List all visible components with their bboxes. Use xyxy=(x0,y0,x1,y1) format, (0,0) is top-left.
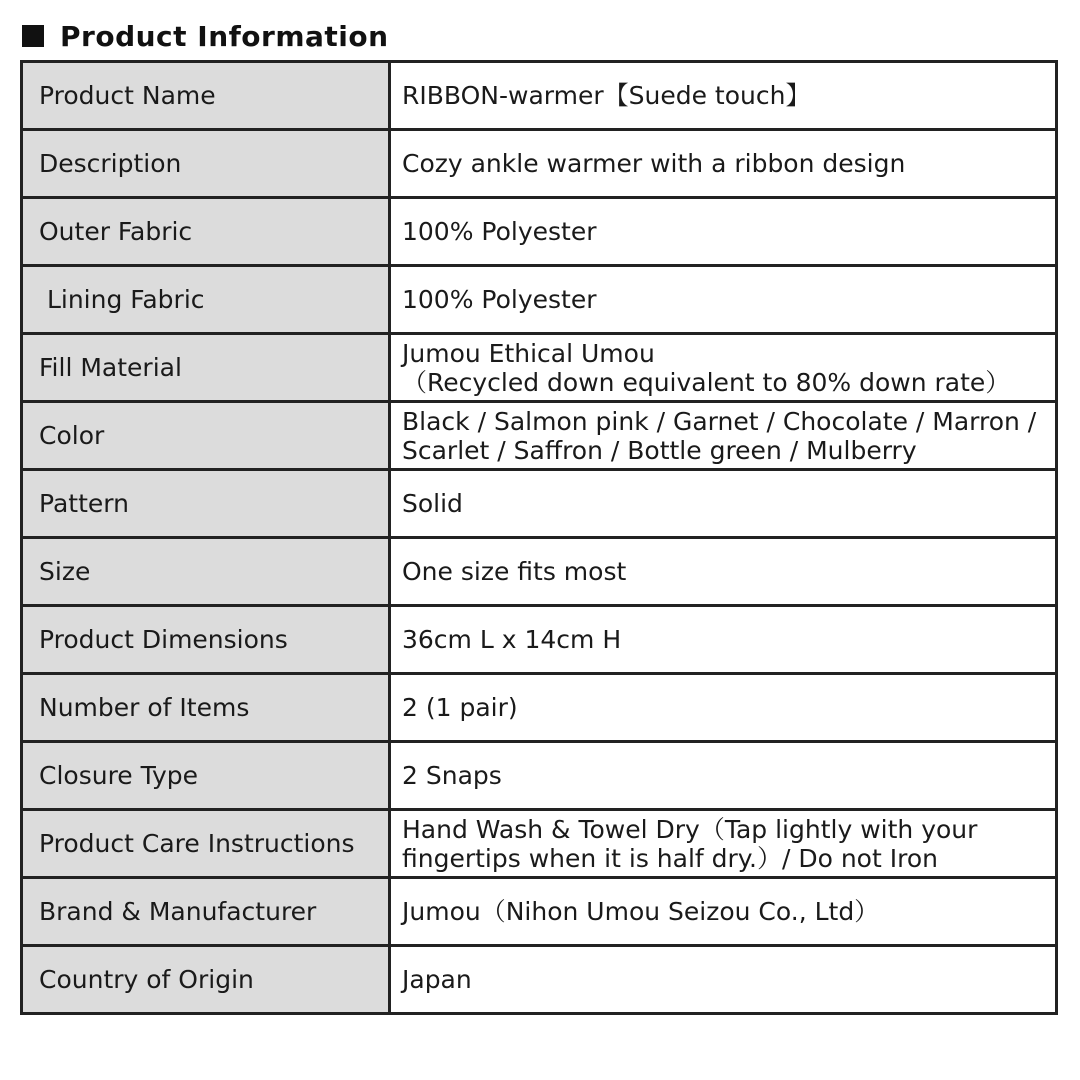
row-value-line: fingertips when it is half dry.）/ Do not Iron xyxy=(402,843,938,873)
row-label-text: Country of Origin xyxy=(39,965,254,994)
row-value xyxy=(390,674,1057,742)
row-label xyxy=(22,266,390,334)
row-value xyxy=(390,538,1057,606)
section-heading xyxy=(22,14,389,58)
row-label xyxy=(22,946,390,1014)
row-value xyxy=(390,810,1057,878)
row-label xyxy=(22,742,390,810)
table-row xyxy=(22,810,1057,878)
table-row xyxy=(22,266,1057,334)
row-value-line: One size fits most xyxy=(402,557,627,586)
row-value xyxy=(390,266,1057,334)
row-label-text: Description xyxy=(39,149,182,178)
row-value-line: 2 Snaps xyxy=(402,761,502,790)
row-value xyxy=(390,742,1057,810)
table-row xyxy=(22,538,1057,606)
row-value-line: Solid xyxy=(402,489,463,518)
row-label xyxy=(22,334,390,402)
black-square-icon xyxy=(22,25,44,47)
row-value xyxy=(390,606,1057,674)
row-label-text: Lining Fabric xyxy=(39,285,205,314)
table-row xyxy=(22,674,1057,742)
row-label-text: Brand & Manufacturer xyxy=(39,897,317,926)
row-label-text: Product Name xyxy=(39,81,216,110)
row-value-line: Hand Wash & Towel Dry（Tap lightly with your xyxy=(402,814,978,844)
table-row xyxy=(22,742,1057,810)
row-value-line: Scarlet / Saffron / Bottle green / Mulberry xyxy=(402,435,917,465)
table-row xyxy=(22,62,1057,130)
row-value-line: RIBBON-warmer【Suede touch】 xyxy=(402,81,811,110)
row-value xyxy=(390,198,1057,266)
row-label-text: Fill Material xyxy=(39,353,182,382)
row-label-text: Number of Items xyxy=(39,693,250,722)
row-value xyxy=(390,62,1057,130)
row-label xyxy=(22,470,390,538)
row-label-text: Closure Type xyxy=(39,761,199,790)
row-label xyxy=(22,674,390,742)
table-row xyxy=(22,470,1057,538)
row-label xyxy=(22,606,390,674)
row-value-line: 100% Polyester xyxy=(402,217,597,246)
row-label xyxy=(22,198,390,266)
row-value-line: 100% Polyester xyxy=(402,285,597,314)
table-row xyxy=(22,198,1057,266)
product-info-table xyxy=(20,60,1058,1015)
row-label-text: Pattern xyxy=(39,489,129,518)
row-value xyxy=(390,470,1057,538)
row-label-text: Product Dimensions xyxy=(39,625,288,654)
row-label-text: Size xyxy=(39,557,91,586)
table-row xyxy=(22,402,1057,470)
row-label-text: Color xyxy=(39,421,105,450)
row-value-line: 36cm L x 14cm H xyxy=(402,625,622,654)
table-row xyxy=(22,606,1057,674)
row-label xyxy=(22,538,390,606)
row-value-line: Jumou（Nihon Umou Seizou Co., Ltd） xyxy=(402,897,880,926)
row-value xyxy=(390,878,1057,946)
table-row xyxy=(22,334,1057,402)
row-value xyxy=(390,130,1057,198)
table-row xyxy=(22,946,1057,1014)
row-value xyxy=(390,334,1057,402)
row-label-text: Product Care Instructions xyxy=(39,829,355,858)
row-value xyxy=(390,946,1057,1014)
row-label xyxy=(22,878,390,946)
table-row xyxy=(22,130,1057,198)
row-label xyxy=(22,62,390,130)
row-value-line: Black / Salmon pink / Garnet / Chocolate / Marron / xyxy=(402,406,1037,436)
table-row xyxy=(22,878,1057,946)
row-label xyxy=(22,130,390,198)
row-label-text: Outer Fabric xyxy=(39,217,193,246)
row-value xyxy=(390,402,1057,470)
row-value-line: Japan xyxy=(402,965,472,994)
section-title: Product Information xyxy=(60,19,389,53)
row-value-line: Jumou Ethical Umou xyxy=(402,338,655,368)
row-label xyxy=(22,810,390,878)
product-info-table-body xyxy=(22,62,1057,1014)
row-value-line: （Recycled down equivalent to 80% down rate） xyxy=(402,367,1011,397)
row-label xyxy=(22,402,390,470)
row-value-line: 2 (1 pair) xyxy=(402,693,518,722)
row-value-line: Cozy ankle warmer with a ribbon design xyxy=(402,149,906,178)
